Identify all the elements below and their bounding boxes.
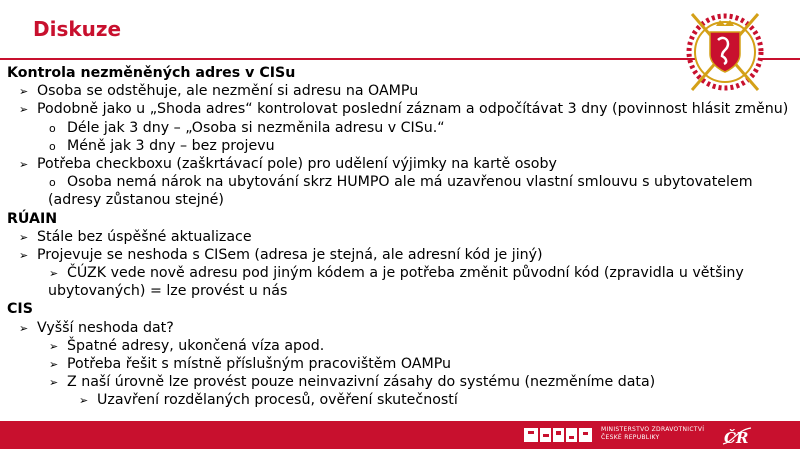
title-divider	[0, 58, 700, 60]
list-item	[7, 373, 800, 391]
arrow-bullet-icon: ➢	[79, 394, 89, 408]
list-item-text: Z naší úrovně lze provést pouze neinvazivní zásahy do systému (nezměníme data)	[67, 374, 656, 391]
ministry-label	[601, 426, 704, 442]
slide-body	[7, 64, 800, 410]
heading-kontrola: Kontrola nezměněných adres v CISu	[7, 65, 296, 81]
list-item-text: Méně jak 3 dny – bez projevu	[67, 137, 275, 154]
slide-title: Diskuze	[33, 17, 122, 41]
list-item-text: ČÚZK vede nově adresu pod jiným kódem a je potřeba změnit původní kód (zpravidla u většiny	[67, 265, 744, 282]
ministry-line-2: ČESKÉ REPUBLIKY	[601, 434, 660, 441]
list-item	[7, 319, 800, 337]
circle-bullet-icon: o	[49, 121, 56, 135]
list-item	[7, 82, 800, 100]
list-item	[7, 173, 800, 191]
arrow-bullet-icon: ➢	[19, 248, 29, 262]
list-item-text: Vyšší neshoda dat?	[37, 319, 174, 336]
heading-cis: CIS	[7, 301, 33, 318]
list-item	[7, 264, 800, 282]
list-item-text: Déle jak 3 dny – „Osoba si nezměnila adresu v CISu.“	[67, 119, 445, 136]
list-item-text: Uzavření rozdělaných procesů, ověření skutečností	[97, 392, 458, 409]
list-item	[7, 100, 800, 118]
list-item-text: Stále bez úspěšné aktualizace	[37, 228, 252, 245]
list-item-text: Osoba se odstěhuje, ale nezmění si adresu na OAMPu	[37, 83, 419, 100]
arrow-bullet-icon: ➢	[49, 339, 59, 353]
list-item	[7, 119, 800, 137]
list-item	[7, 337, 800, 355]
heading-ruain: RÚAIN	[7, 210, 58, 227]
cr-logo-icon	[720, 424, 754, 448]
arrow-bullet-icon: ➢	[49, 376, 59, 390]
list-item-text: Projevuje se neshoda s CISem (adresa je stejná, ale adresní kód je jiný)	[37, 246, 543, 263]
hzmba-logo-icon	[524, 428, 592, 442]
circle-bullet-icon: o	[49, 176, 56, 190]
arrow-bullet-icon: ➢	[49, 267, 59, 281]
ministry-line-1: MINISTERSTVO ZDRAVOTNICTVÍ	[601, 426, 705, 433]
arrow-bullet-icon: ➢	[19, 230, 29, 244]
list-item	[7, 228, 800, 246]
circle-bullet-icon: o	[49, 139, 56, 153]
list-item-text: Podobně jako u „Shoda adres“ kontrolovat poslední záznam a odpočítávat 3 dny (povinnost hlásit změnu)	[37, 101, 789, 118]
list-item-continuation: ubytovaných) = lze provést u nás	[48, 283, 288, 300]
arrow-bullet-icon: ➢	[49, 358, 59, 371]
list-item-text: Potřeba checkboxu (zaškrtávací pole) pro udělení výjimky na kartě osoby	[37, 155, 557, 172]
list-item-text: Špatné adresy, ukončená víza apod.	[67, 337, 325, 354]
list-item-text: Osoba nemá nárok na ubytování skrz HUMPO ale má uzavřenou vlastní smlouvu s ubytovatelem	[67, 174, 753, 191]
list-item	[7, 246, 800, 264]
list-item	[7, 155, 800, 173]
list-item	[7, 355, 800, 373]
arrow-bullet-icon: ➢	[19, 321, 29, 335]
list-item-continuation: (adresy zůstanou stejné)	[48, 192, 224, 209]
arrow-bullet-icon: ➢	[19, 103, 29, 117]
arrow-bullet-icon: ➢	[19, 85, 29, 99]
arrow-bullet-icon: ➢	[19, 157, 29, 171]
list-item	[7, 137, 800, 155]
list-item	[7, 391, 800, 409]
list-item-text: Potřeba řešit s místně příslušným pracovištěm OAMPu	[67, 356, 451, 372]
svg-text:ČR: ČR	[724, 429, 749, 447]
